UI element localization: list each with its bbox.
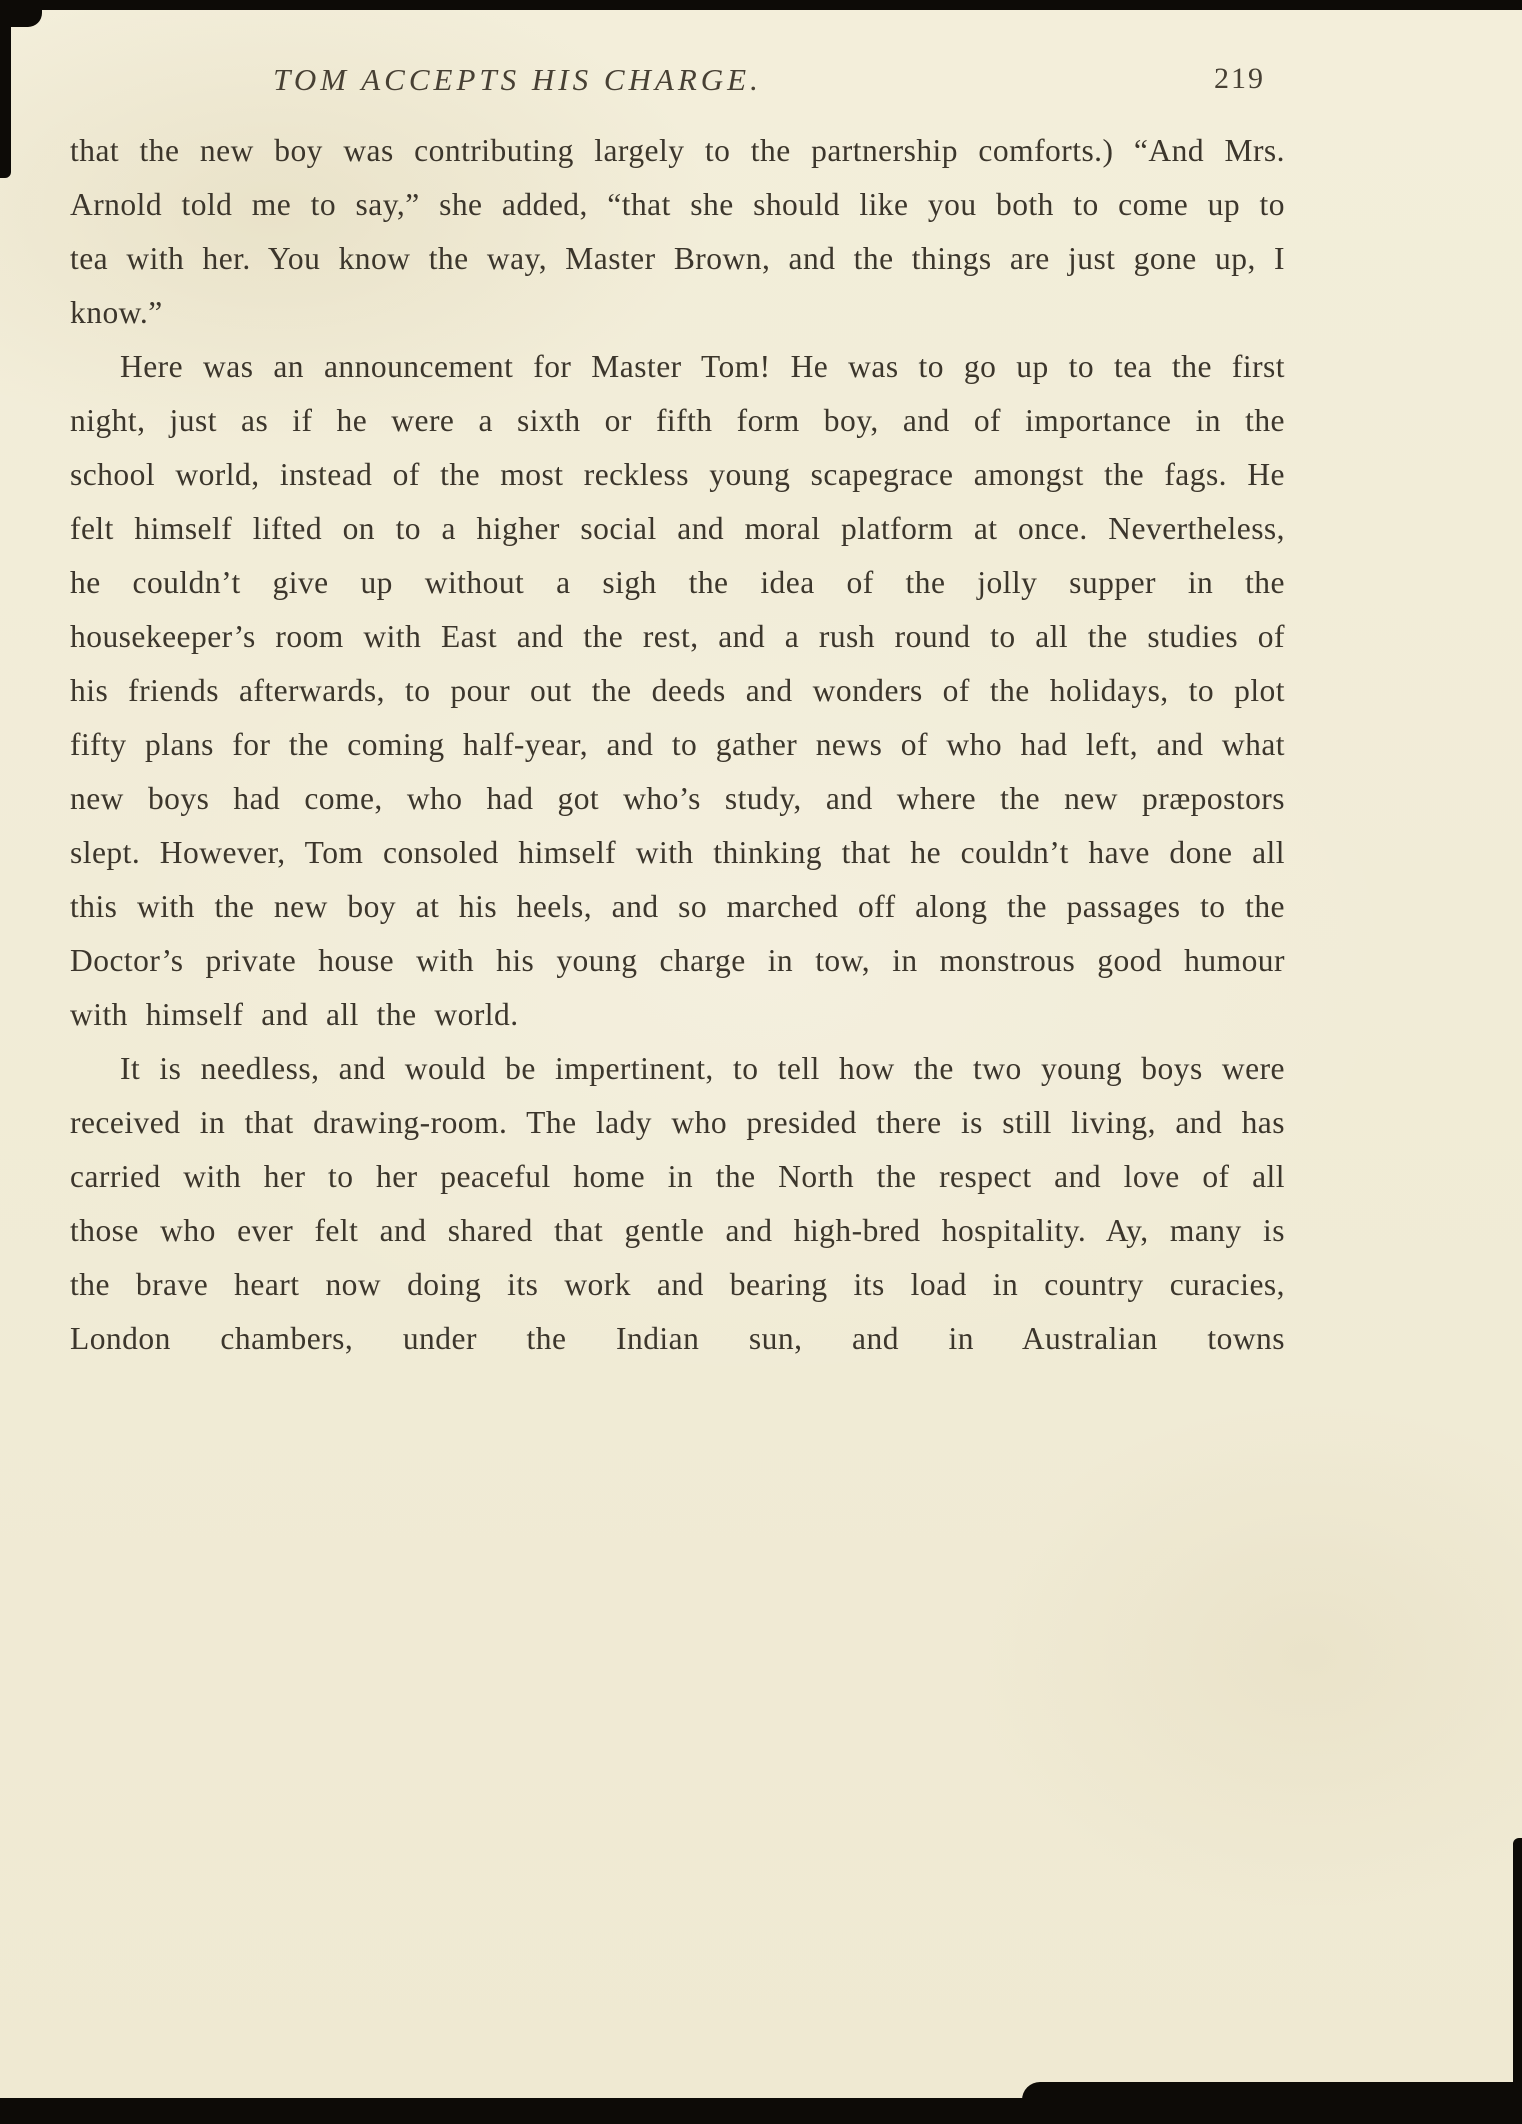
scan-artifact-left-edge [0, 0, 11, 178]
running-header [70, 56, 1285, 118]
text-block [70, 56, 1285, 1366]
paragraph: It is needless, and would be impertinent, to tell how the two young boys were received in that drawing-room. The lady who presided there is still living, and has carried with her to her peaceful home in the North the respect and love of all those who ever felt and shared that gentle and high-bred hospitality. Ay, many is the brave heart now doing its work and bearing its load in country curacies, London chambers, under the Indian sun, and in Australian towns [70, 1051, 1285, 1356]
body-text [70, 124, 1285, 1366]
running-header-title: TOM ACCEPTS HIS CHARGE. [273, 62, 762, 97]
scan-artifact-right-edge [1513, 1838, 1522, 2088]
scan-artifact-top-edge [0, 0, 1522, 10]
paragraph: Here was an announcement for Master Tom! He was to go up to tea the first night, just as if he were a sixth or fifth form boy, and of importance in the school world, instead of the most reckless young scapegrace amongst the fags. He felt himself lifted on to a higher social and moral platform at once. Nevertheless, he couldn’t give up without a sigh the idea of the jolly supper in the housekeeper’s room with East and the rest, and a rush round to all the studies of his friends afterwards, to pour out the deeds and wonders of the holidays, to plot fifty plans for the coming half-year, and to gather news of who had left, and what new boys had come, who had got who’s study, and where the new præpostors slept. However, Tom consoled himself with thinking that he couldn’t have done all this with the new boy at his heels, and so marched off along the passages to the Doctor’s private house with his young charge in tow, in monstrous good humour with himself and all the world. [70, 349, 1285, 1032]
scan-artifact-bottom-right-edge [1022, 2082, 1522, 2124]
page-number: 219 [1214, 62, 1265, 95]
paragraph-continuation: that the new boy was contributing largely to the partnership comforts.) “And Mrs. Arnold told me to say,” she added, “that she should like you both to come up to tea with her. You know the way, Master Brown, and the things are just gone up, I know.” [70, 133, 1285, 330]
